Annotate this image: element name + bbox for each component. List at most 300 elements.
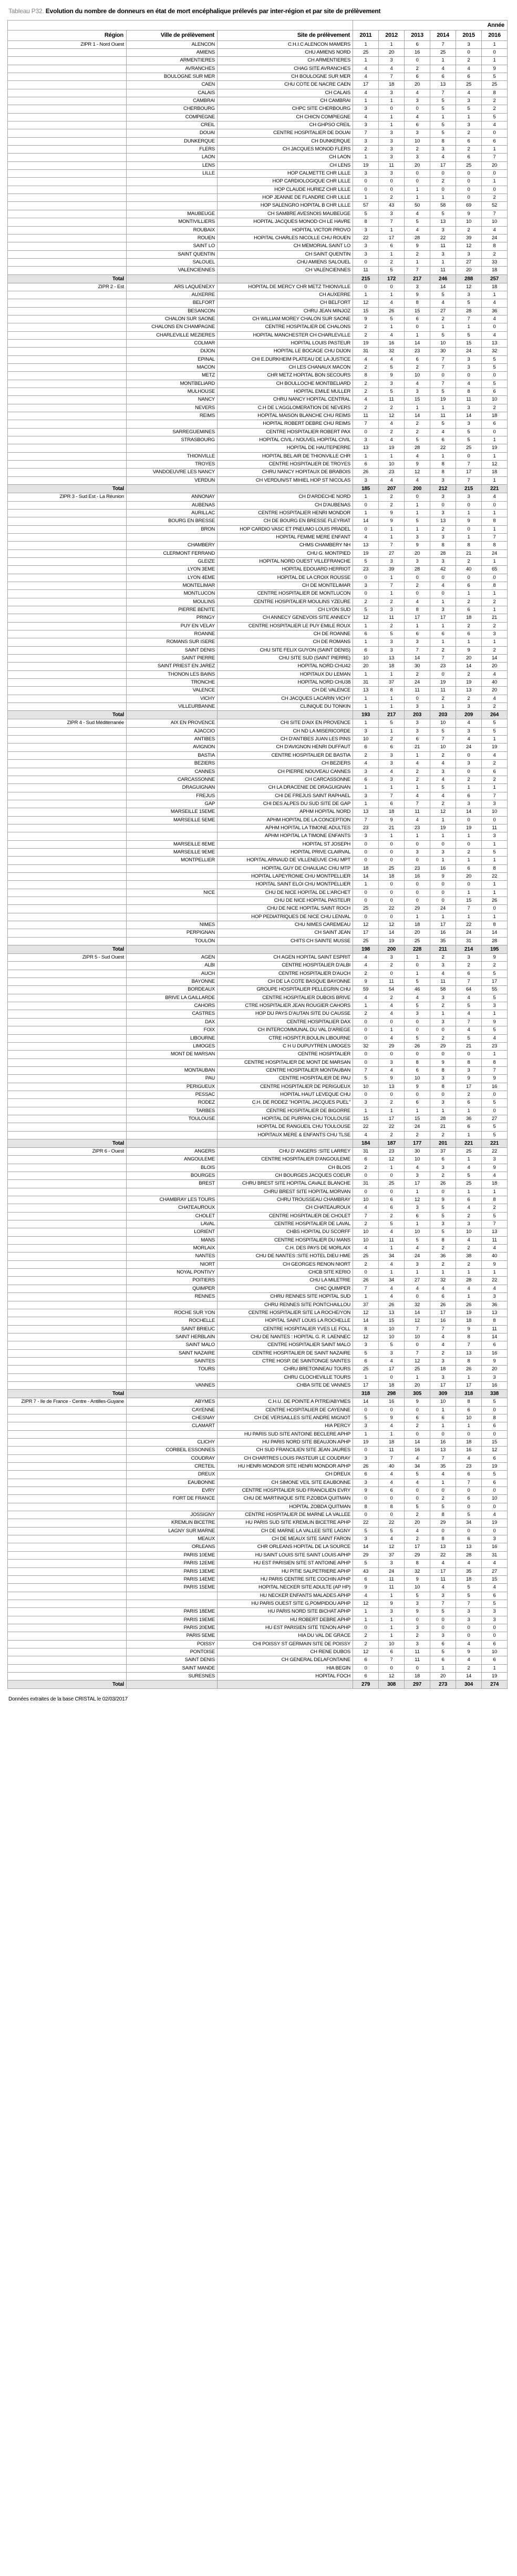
value-cell: 6 [405, 1212, 430, 1220]
value-cell: 3 [405, 388, 430, 396]
site-cell: CHR METZ HOPITAL BON SECOURS [218, 372, 353, 380]
value-cell: 0 [456, 574, 482, 582]
region-cell [8, 1245, 127, 1253]
table-row [8, 1495, 508, 1503]
value-cell: 7 [482, 210, 508, 218]
site-cell: HOPITAL BEL AIR DE THIONVILLE CHR [218, 452, 353, 460]
total-value-cell: 246 [430, 274, 456, 283]
ville-cell: ROANNE [127, 630, 218, 638]
value-cell: 28 [405, 566, 430, 574]
value-cell: 25 [353, 1253, 379, 1260]
ville-cell: BLOIS [127, 1164, 218, 1172]
total-empty-cell [218, 711, 353, 719]
value-cell: 13 [353, 687, 379, 695]
value-cell: 14 [482, 929, 508, 937]
table-row [8, 598, 508, 606]
table-row [8, 848, 508, 856]
value-cell: 3 [379, 146, 405, 154]
value-cell: 0 [405, 574, 430, 582]
table-row [8, 832, 508, 840]
value-cell: 1 [482, 606, 508, 614]
value-cell: 26 [430, 1180, 456, 1188]
value-cell: 10 [482, 808, 508, 816]
value-cell: 0 [379, 105, 405, 113]
value-cell: 4 [405, 380, 430, 388]
site-cell: CH D'AVIGNON HENRI DUFFAUT [218, 744, 353, 751]
site-cell: HOPITAL LE BOCAGE CHU DIJON [218, 348, 353, 355]
site-cell: APHM HOPITAL DE LA CONCEPTION [218, 816, 353, 824]
value-cell: 3 [405, 727, 430, 735]
value-cell: 13 [456, 687, 482, 695]
value-cell: 2 [405, 768, 430, 776]
region-cell [8, 768, 127, 776]
total-value-cell: 298 [379, 1390, 405, 1398]
table-row [8, 1301, 508, 1309]
value-cell: 5 [482, 1123, 508, 1131]
site-cell: HOPITAL NECKER SITE ADULTE (AP HP) [218, 1584, 353, 1592]
value-cell: 1 [456, 1269, 482, 1277]
ville-cell: METZ [127, 372, 218, 380]
value-cell: 16 [405, 1447, 430, 1454]
value-cell: 4 [405, 792, 430, 800]
value-cell: 1 [482, 178, 508, 186]
total-value-cell: 264 [482, 711, 508, 719]
value-cell: 0 [353, 283, 379, 291]
value-cell: 4 [353, 355, 379, 363]
ville-cell: TOULON [127, 937, 218, 945]
table-row [8, 1487, 508, 1495]
value-cell: 3 [482, 832, 508, 840]
value-cell: 16 [379, 1398, 405, 1406]
site-cell: CHMS CHAMBERY NH [218, 542, 353, 549]
value-cell: 0 [430, 501, 456, 509]
table-row [8, 428, 508, 436]
region-cell [8, 1624, 127, 1632]
value-cell: 10 [379, 1333, 405, 1341]
ville-cell: REIMS [127, 412, 218, 420]
table-row [8, 840, 508, 848]
value-cell: 19 [482, 1463, 508, 1471]
value-cell: 5 [379, 719, 405, 727]
value-cell: 15 [353, 1115, 379, 1123]
value-cell: 26 [430, 1301, 456, 1309]
region-cell [8, 970, 127, 978]
value-cell: 18 [379, 872, 405, 880]
table-row [8, 154, 508, 161]
value-cell: 6 [405, 40, 430, 48]
value-cell: 23 [405, 864, 430, 872]
value-cell: 2 [456, 848, 482, 856]
value-cell: 1 [430, 1664, 456, 1672]
value-cell: 3 [456, 40, 482, 48]
table-row [8, 57, 508, 65]
value-cell: 2 [379, 1131, 405, 1139]
ville-cell: AURILLAC [127, 509, 218, 517]
value-cell: 3 [456, 760, 482, 768]
site-cell: CHU AMIENS SALOUEL [218, 258, 353, 266]
site-cell: CHRU RENNES SITE HOPITAL SUD [218, 1293, 353, 1301]
value-cell: 1 [482, 452, 508, 460]
total-value-cell: 195 [482, 945, 508, 954]
value-cell: 1 [482, 291, 508, 299]
ville-cell: PERPIGNAN [127, 929, 218, 937]
value-cell: 9 [456, 646, 482, 654]
value-cell: 1 [430, 1479, 456, 1486]
ville-cell: PARIS 18EME [127, 1608, 218, 1616]
region-cell [8, 1511, 127, 1519]
value-cell: 1 [405, 1107, 430, 1115]
value-cell: 22 [353, 234, 379, 242]
value-cell: 2 [482, 105, 508, 113]
value-cell: 6 [430, 1414, 456, 1422]
value-cell: 17 [456, 1381, 482, 1389]
region-cell [8, 97, 127, 105]
total-label-cell: Total [8, 711, 127, 719]
ville-cell: MONT DE MARSAN [127, 1051, 218, 1058]
value-cell: 24 [405, 679, 430, 687]
table-row [8, 816, 508, 824]
value-cell: 6 [456, 1196, 482, 1204]
ville-cell: AUXERRE [127, 291, 218, 299]
site-cell: HOPITAL MAISON BLANCHE CHU REIMS [218, 412, 353, 420]
value-cell: 4 [379, 1002, 405, 1010]
value-cell: 7 [353, 816, 379, 824]
value-cell: 23 [379, 1147, 405, 1155]
value-cell: 16 [379, 339, 405, 347]
value-cell: 12 [353, 921, 379, 929]
ville-cell: CLERMONT FERRAND [127, 549, 218, 557]
value-cell: 6 [430, 1656, 456, 1664]
region-cell [8, 816, 127, 824]
ville-cell [127, 1373, 218, 1381]
value-cell: 2 [430, 1495, 456, 1503]
ville-cell: DAX [127, 1018, 218, 1026]
site-cell: CH DE MARNE LA VALLEE SITE LAGNY [218, 1527, 353, 1535]
ville-cell: BREST [127, 1180, 218, 1188]
value-cell: 1 [456, 784, 482, 792]
value-cell: 10 [482, 1495, 508, 1503]
value-cell: 9 [379, 816, 405, 824]
value-cell: 24 [456, 929, 482, 937]
table-header [8, 21, 508, 41]
site-cell: HU PARIS NORD SITE BEAUJON APHP [218, 1439, 353, 1447]
site-cell: CHCB SITE KERIO [218, 1269, 353, 1277]
site-cell: CHRU BREST SITE HOPITAL MORVAN [218, 1188, 353, 1196]
value-cell: 9 [353, 315, 379, 323]
value-cell: 8 [430, 542, 456, 549]
region-cell [8, 194, 127, 202]
value-cell: 1 [405, 525, 430, 533]
table-row [8, 170, 508, 178]
ville-cell: AIX EN PROVENCE [127, 719, 218, 727]
region-cell [8, 81, 127, 89]
table-row [8, 1075, 508, 1083]
site-cell: CH LES CHANAUX MACON [218, 364, 353, 372]
site-cell: CHIC QUIMPER [218, 1285, 353, 1292]
value-cell: 9 [482, 1357, 508, 1365]
table-row [8, 1188, 508, 1196]
site-cell: C.H. DES PAYS DE MORLAIX [218, 1245, 353, 1253]
value-cell: 2 [482, 646, 508, 654]
ville-cell: LILLE [127, 170, 218, 178]
site-cell: CHRU CLOCHEVILLE TOURS [218, 1373, 353, 1381]
value-cell: 0 [456, 194, 482, 202]
value-cell: 23 [353, 824, 379, 832]
ville-cell: ANGERS [127, 1147, 218, 1155]
table-row [8, 1091, 508, 1098]
region-cell [8, 161, 127, 169]
value-cell: 21 [482, 614, 508, 622]
table-row [8, 679, 508, 687]
value-cell: 12 [353, 299, 379, 307]
value-cell: 1 [353, 97, 379, 105]
ville-cell: LIMOGES [127, 1042, 218, 1050]
value-cell: 8 [482, 517, 508, 525]
value-cell: 4 [456, 719, 482, 727]
value-cell: 0 [353, 590, 379, 598]
table-row [8, 137, 508, 145]
value-cell: 12 [353, 1648, 379, 1656]
value-cell: 6 [456, 970, 482, 978]
site-cell: CH SAINT JEAN [218, 929, 353, 937]
table-row [8, 1309, 508, 1317]
total-value-cell: 288 [456, 274, 482, 283]
value-cell: 6 [482, 768, 508, 776]
region-cell [8, 905, 127, 913]
value-cell: 0 [482, 170, 508, 178]
ville-cell: PESSAC [127, 1091, 218, 1098]
region-cell [8, 331, 127, 339]
site-cell: CH CHARTRES LOUIS PASTEUR LE COUDRAY [218, 1454, 353, 1462]
value-cell: 4 [353, 89, 379, 97]
ville-cell: MARSEILLE 5EME [127, 816, 218, 824]
table-row [8, 970, 508, 978]
site-cell: GROUPE HOSPITALIER PELLEGRIN CHU [218, 986, 353, 994]
value-cell: 36 [482, 1301, 508, 1309]
value-cell: 43 [353, 1567, 379, 1575]
site-cell: CHU COTE DE NACRE CAEN [218, 81, 353, 89]
value-cell: 1 [456, 1422, 482, 1430]
value-cell: 1 [353, 40, 379, 48]
value-cell: 1 [430, 638, 456, 646]
table-row [8, 549, 508, 557]
total-row [8, 945, 508, 954]
value-cell: 2 [430, 1260, 456, 1268]
ville-cell: PONTOISE [127, 1648, 218, 1656]
value-cell: 2 [405, 1535, 430, 1543]
value-cell: 7 [456, 461, 482, 469]
value-cell: 4 [456, 1560, 482, 1567]
value-cell: 4 [405, 994, 430, 1002]
region-cell: ZIPR 1 - Nord Ouest [8, 40, 127, 48]
value-cell: 1 [456, 1156, 482, 1164]
value-cell: 7 [405, 800, 430, 808]
value-cell: 2 [353, 404, 379, 412]
value-cell: 9 [353, 978, 379, 986]
value-cell: 3 [456, 97, 482, 105]
value-cell: 0 [353, 1172, 379, 1180]
value-cell: 10 [405, 372, 430, 380]
region-cell [8, 396, 127, 404]
table-row [8, 1567, 508, 1575]
value-cell: 29 [379, 1042, 405, 1050]
value-cell: 3 [405, 283, 430, 291]
table-row [8, 97, 508, 105]
value-cell: 2 [353, 388, 379, 396]
value-cell: 6 [430, 1640, 456, 1648]
value-cell: 3 [353, 1099, 379, 1107]
value-cell: 2 [353, 146, 379, 154]
value-cell: 1 [379, 1026, 405, 1034]
value-cell: 7 [430, 655, 456, 663]
table-row [8, 1269, 508, 1277]
value-cell: 2 [430, 695, 456, 702]
value-cell: 23 [353, 566, 379, 574]
value-cell: 6 [482, 1640, 508, 1648]
value-cell: 2 [456, 129, 482, 137]
value-cell: 9 [405, 291, 430, 299]
value-cell: 9 [405, 461, 430, 469]
table-row [8, 1543, 508, 1551]
site-cell: HOPITAL CIVIL / NOUVEL HOPITAL CIVIL [218, 436, 353, 444]
value-cell: 39 [379, 566, 405, 574]
value-cell: 37 [353, 1301, 379, 1309]
value-cell: 14 [379, 929, 405, 937]
ville-cell: CALAIS [127, 89, 218, 97]
region-cell [8, 590, 127, 598]
value-cell: 16 [482, 1349, 508, 1357]
region-cell [8, 889, 127, 897]
region-cell: ZIPR 5 - Sud Ouest [8, 954, 127, 962]
site-cell: CH LAON [218, 154, 353, 161]
total-label-cell: Total [8, 274, 127, 283]
region-cell [8, 291, 127, 299]
value-cell: 16 [430, 864, 456, 872]
value-cell: 0 [456, 816, 482, 824]
value-cell: 4 [430, 1341, 456, 1349]
value-cell: 12 [456, 283, 482, 291]
site-cell: CENTRE HOSPITALIER SUD FRANCILIEN EVRY [218, 1487, 353, 1495]
value-cell: 10 [405, 1584, 430, 1592]
value-cell: 8 [430, 1083, 456, 1091]
value-cell: 0 [430, 1527, 456, 1535]
table-row [8, 113, 508, 121]
table-title-text: Evolution du nombre de donneurs en état de mort encéphalique prélevés par inter-région et par site de prélèvement [45, 7, 381, 15]
region-cell [8, 897, 127, 905]
value-cell: 32 [430, 1277, 456, 1285]
table-row [8, 129, 508, 137]
region-cell [8, 549, 127, 557]
value-cell: 21 [456, 549, 482, 557]
ville-cell: ROUEN [127, 234, 218, 242]
total-value-cell: 318 [456, 1390, 482, 1398]
value-cell: 0 [482, 1430, 508, 1438]
value-cell: 1 [482, 1269, 508, 1277]
region-cell [8, 1253, 127, 1260]
value-cell: 0 [456, 178, 482, 186]
table-row [8, 1616, 508, 1624]
table-row [8, 663, 508, 670]
value-cell: 3 [430, 1220, 456, 1228]
ville-cell [127, 533, 218, 541]
value-cell: 7 [482, 1220, 508, 1228]
value-cell: 6 [456, 1099, 482, 1107]
value-cell: 10 [353, 1236, 379, 1244]
value-cell: 3 [430, 962, 456, 970]
table-row [8, 1632, 508, 1640]
value-cell: 0 [353, 857, 379, 864]
value-cell: 2 [482, 622, 508, 630]
site-cell: HOPITAL PRIVE CLAIRVAL [218, 848, 353, 856]
value-cell: 9 [482, 1164, 508, 1172]
value-cell: 9 [353, 1584, 379, 1592]
value-cell: 2 [379, 493, 405, 501]
value-cell: 4 [430, 299, 456, 307]
value-cell: 3 [456, 1220, 482, 1228]
value-cell: 0 [405, 1026, 430, 1034]
value-cell: 4 [379, 299, 405, 307]
value-cell: 0 [405, 1018, 430, 1026]
value-cell: 4 [482, 299, 508, 307]
ville-cell [127, 1131, 218, 1139]
value-cell: 3 [482, 1156, 508, 1164]
value-cell: 3 [482, 1608, 508, 1616]
region-cell [8, 1592, 127, 1600]
value-cell: 7 [456, 905, 482, 913]
region-cell [8, 962, 127, 970]
value-cell: 0 [456, 840, 482, 848]
region-cell [8, 218, 127, 226]
value-cell: 54 [379, 986, 405, 994]
site-cell: CH BOULOGNE SUR MER [218, 73, 353, 80]
table-row [8, 962, 508, 970]
value-cell: 14 [482, 1333, 508, 1341]
site-cell: CH D'AUBENAS [218, 501, 353, 509]
ville-cell: ANNONAY [127, 493, 218, 501]
site-cell: HU HENRI MONDOR SITE HENRI MONDOR APHP [218, 1463, 353, 1471]
value-cell: 22 [353, 1123, 379, 1131]
value-cell: 1 [405, 913, 430, 921]
ville-cell: RENNES [127, 1293, 218, 1301]
value-cell: 18 [482, 469, 508, 476]
total-value-cell: 215 [456, 485, 482, 493]
site-cell: CENTRE HOSPITALIER DE CAYENNE [218, 1406, 353, 1414]
value-cell: 1 [379, 832, 405, 840]
value-cell: 1 [379, 97, 405, 105]
site-cell: CENTRE HOSPITALIER DE MONTLUCON [218, 590, 353, 598]
value-cell: 0 [482, 1107, 508, 1115]
column-header-row [8, 30, 508, 40]
site-cell: HOPITAL VICTOR PROVO [218, 226, 353, 234]
value-cell: 13 [430, 218, 456, 226]
value-cell: 19 [379, 937, 405, 945]
region-cell [8, 1575, 127, 1583]
value-cell: 5 [456, 428, 482, 436]
site-cell: HOPITAL DE LA CROIX ROUSSE [218, 574, 353, 582]
value-cell: 2 [482, 598, 508, 606]
table-row [8, 808, 508, 816]
value-cell: 0 [353, 889, 379, 897]
ville-cell [127, 864, 218, 872]
region-cell [8, 509, 127, 517]
value-cell: 3 [430, 1075, 456, 1083]
total-value-cell: 185 [353, 485, 379, 493]
column-header-year-2015: 2015 [456, 30, 482, 40]
value-cell: 22 [379, 905, 405, 913]
value-cell: 3 [353, 436, 379, 444]
value-cell: 43 [379, 202, 405, 210]
region-cell [8, 1018, 127, 1026]
